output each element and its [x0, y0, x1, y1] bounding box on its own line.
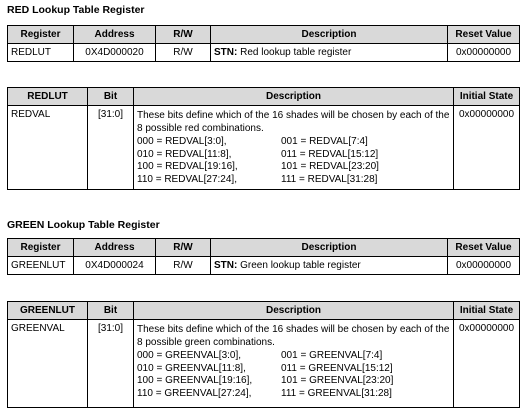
col-bit: Bit	[88, 302, 134, 320]
desc-text: Green lookup table register	[237, 260, 361, 271]
red-section-title: RED Lookup Table Register	[7, 4, 145, 16]
field-desc-text: These bits define which of the 16 shades will be chosen by each of the 8 possible red combinations.	[137, 110, 450, 134]
register-name: REDLUT	[8, 44, 74, 62]
field-description	[134, 320, 454, 408]
register-rw: R/W	[156, 257, 211, 275]
green-bits-table	[7, 301, 520, 408]
col-reset-value: Reset Value	[448, 239, 520, 257]
field-name: GREENVAL	[8, 320, 88, 408]
combo-item: 100 = REDVAL[19:16],	[137, 161, 238, 172]
header-row	[8, 239, 520, 257]
combination-list	[137, 350, 450, 400]
field-initial-state: 0x00000000	[454, 320, 520, 408]
col-register: Register	[8, 26, 74, 44]
col-field: GREENLUT	[8, 302, 88, 320]
col-rw: R/W	[156, 239, 211, 257]
col-reset-value: Reset Value	[448, 26, 520, 44]
combo-item: 010 = GREENVAL[11:8],	[137, 362, 246, 374]
register-rw: R/W	[156, 44, 211, 62]
field-name: REDVAL	[8, 106, 88, 190]
combo-item: 101 = GREENVAL[23:20]	[281, 375, 394, 386]
combo-item: 001 = GREENVAL[7:4]	[281, 350, 383, 361]
field-initial-state: 0x00000000	[454, 106, 520, 190]
red-register-table	[7, 25, 520, 62]
table-row	[8, 44, 520, 62]
combo-item: 110 = GREENVAL[27:24],	[137, 387, 252, 399]
desc-label: STN:	[214, 47, 238, 58]
desc-text: Red lookup table register	[237, 47, 352, 58]
col-description: Description	[134, 302, 454, 320]
field-description	[134, 106, 454, 190]
table-row	[8, 257, 520, 275]
col-description: Description	[211, 239, 448, 257]
combination-list	[137, 136, 450, 186]
register-description	[211, 44, 448, 62]
col-description: Description	[211, 26, 448, 44]
combo-item: 111 = GREENVAL[31:28]	[281, 387, 392, 399]
green-register-table	[7, 238, 520, 275]
combo-item: 000 = GREENVAL[3:0],	[137, 350, 242, 361]
table-row	[8, 106, 520, 190]
col-initial-state: Initial State	[454, 88, 520, 106]
table-row	[8, 320, 520, 408]
col-bit: Bit	[88, 88, 134, 106]
col-address: Address	[74, 239, 156, 257]
register-name: GREENLUT	[8, 257, 74, 275]
register-address: 0X4D000020	[74, 44, 156, 62]
col-field: REDLUT	[8, 88, 88, 106]
header-row	[8, 302, 520, 320]
combo-item: 001 = REDVAL[7:4]	[281, 136, 368, 147]
desc-label: STN:	[214, 260, 238, 271]
combo-item: 111 = REDVAL[31:28]	[281, 173, 378, 185]
field-bits: [31:0]	[88, 320, 134, 408]
combo-item: 010 = REDVAL[11:8],	[137, 148, 232, 160]
red-bits-table	[7, 87, 520, 190]
col-rw: R/W	[156, 26, 211, 44]
header-row	[8, 88, 520, 106]
col-description: Description	[134, 88, 454, 106]
register-description	[211, 257, 448, 275]
combo-item: 101 = REDVAL[23:20]	[281, 161, 379, 172]
combo-item: 100 = GREENVAL[19:16],	[137, 375, 253, 386]
col-initial-state: Initial State	[454, 302, 520, 320]
register-reset: 0x00000000	[448, 44, 520, 62]
register-address: 0X4D000024	[74, 257, 156, 275]
combo-item: 011 = REDVAL[15:12]	[281, 148, 379, 160]
col-register: Register	[8, 239, 74, 257]
register-reset: 0x00000000	[448, 257, 520, 275]
field-bits: [31:0]	[88, 106, 134, 190]
col-address: Address	[74, 26, 156, 44]
green-section-title: GREEN Lookup Table Register	[7, 219, 160, 231]
combo-item: 011 = GREENVAL[15:12]	[281, 362, 393, 374]
field-desc-text: These bits define which of the 16 shades will be chosen by each of the 8 possible green combinations.	[137, 324, 450, 348]
combo-item: 000 = REDVAL[3:0],	[137, 136, 227, 147]
header-row	[8, 26, 520, 44]
combo-item: 110 = REDVAL[27:24],	[137, 173, 237, 185]
